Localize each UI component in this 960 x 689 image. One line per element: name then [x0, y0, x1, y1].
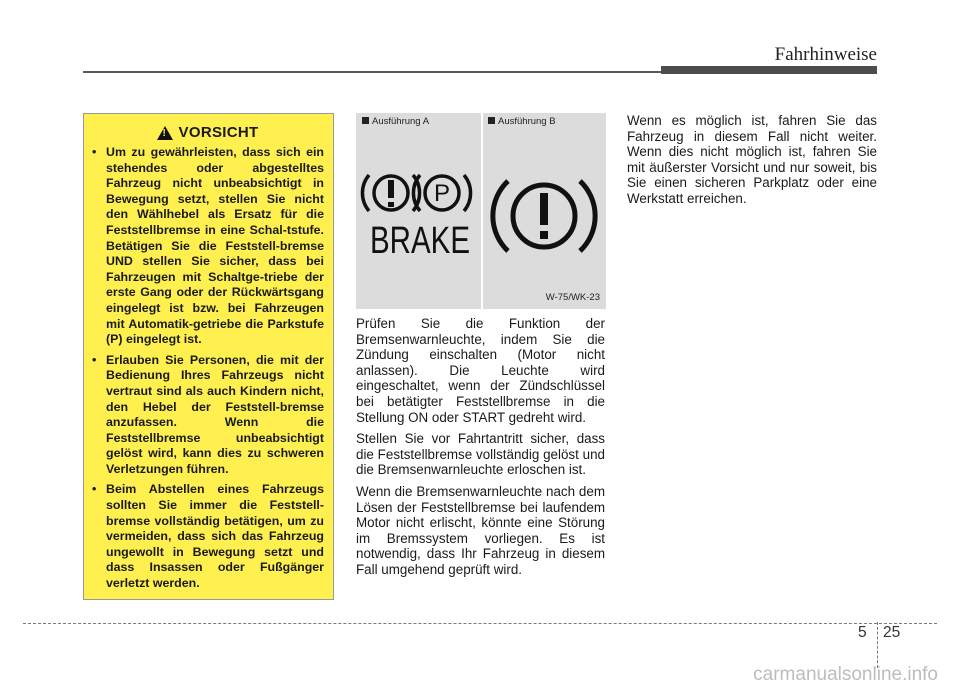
- paragraph: Wenn es möglich ist, fahren Sie das Fahrzeug in diesem Fall nicht weiter. Wenn dies nicht möglich ist, fahren Sie mit äußerster Vorsicht und nur soweit, bis Sie einen sicheren Parkplatz oder eine Werkstatt erreichen.: [627, 113, 877, 206]
- watermark: carmanualsonline.info: [753, 664, 938, 685]
- caution-header: [91, 124, 324, 141]
- page-header-title: Fahrhinweise: [774, 44, 877, 65]
- caution-list: [91, 145, 324, 592]
- caution-title: VORSICHT: [178, 124, 259, 141]
- brake-warning-figure: [356, 113, 606, 309]
- figure-label-b: Ausführung B: [488, 116, 556, 127]
- paragraph: Stellen Sie vor Fahrtantritt sicher, dass die Feststellbremse vollständig gelöst und die Bremsenwarnleuchte erloschen ist.: [356, 431, 605, 478]
- middle-column: [356, 316, 605, 584]
- warning-triangle-icon: [157, 126, 173, 140]
- figure-label-a: Ausführung A: [362, 116, 429, 127]
- footer-rule: [23, 623, 937, 624]
- header-rule-accent: [661, 66, 877, 74]
- paragraph: Prüfen Sie die Funktion der Bremsenwarnleuchte, indem Sie die Zündung einschalten (Motor nicht anlassen). Die Leuchte wird eingeschaltet, wenn der Zündschlüssel bei betätigter Feststellbremse in die Stellung ON oder START gedreht wird.: [356, 316, 605, 425]
- page-number-separator: [877, 622, 878, 668]
- parking-brake-letter: P: [433, 180, 451, 207]
- brake-text-icon: BRAKE: [370, 220, 470, 262]
- paragraph: Wenn die Bremsenwarnleuchte nach dem Lösen der Feststellbremse bei laufendem Motor nicht erlischt, könnte eine Störung im Bremssystem vorliegen. Es ist notwendig, dass Ihr Fahrzeug in diesem Fall umgehend geprüft wird.: [356, 483, 605, 577]
- header-rule: [83, 71, 661, 73]
- figure-code: W-75/WK-23: [545, 292, 600, 303]
- page-number: 25: [883, 624, 901, 641]
- caution-box: [83, 113, 334, 600]
- caution-item: • Um zu gewährleisten, dass sich ein stehendes oder abgestelltes Fahrzeug nicht unbeabsichtigt in Bewegung setzt, stellen Sie nicht den Wählhebel als Ersatz für die Feststellbremse in eine Schal-tstufe. Betätigen Sie die Feststell-bremse UND stellen Sie sicher, dass bei Fahrzeugen mit Schaltge-triebe der erste Gang oder der Rückwärtsgang eingelegt ist bzw. bei Fahrzeugen mit Automatik-getriebe die Parkstufe (P) eingelegt ist.: [91, 145, 324, 348]
- caution-item: • Erlauben Sie Personen, die mit der Bedienung Ihres Fahrzeugs nicht vertraut sind als auch Kindern nicht, den Hebel der Feststell-bremse anzufassen. Wenn die Feststellbremse unbeabsichtigt gelöst wird, kann dies zu schweren Verletzungen führen.: [91, 353, 324, 478]
- brake-lamp-symbols: [356, 113, 606, 309]
- chapter-number: 5: [858, 624, 867, 641]
- caution-item: • Beim Abstellen eines Fahrzeugs sollten Sie immer die Feststell-bremse vollständig betätigen, um zu vermeiden, dass sich das Fahrzeug ungewollt in Bewegung setzt und dass Insassen oder Fußgänger verletzt werden.: [91, 482, 324, 591]
- right-column: [627, 113, 877, 213]
